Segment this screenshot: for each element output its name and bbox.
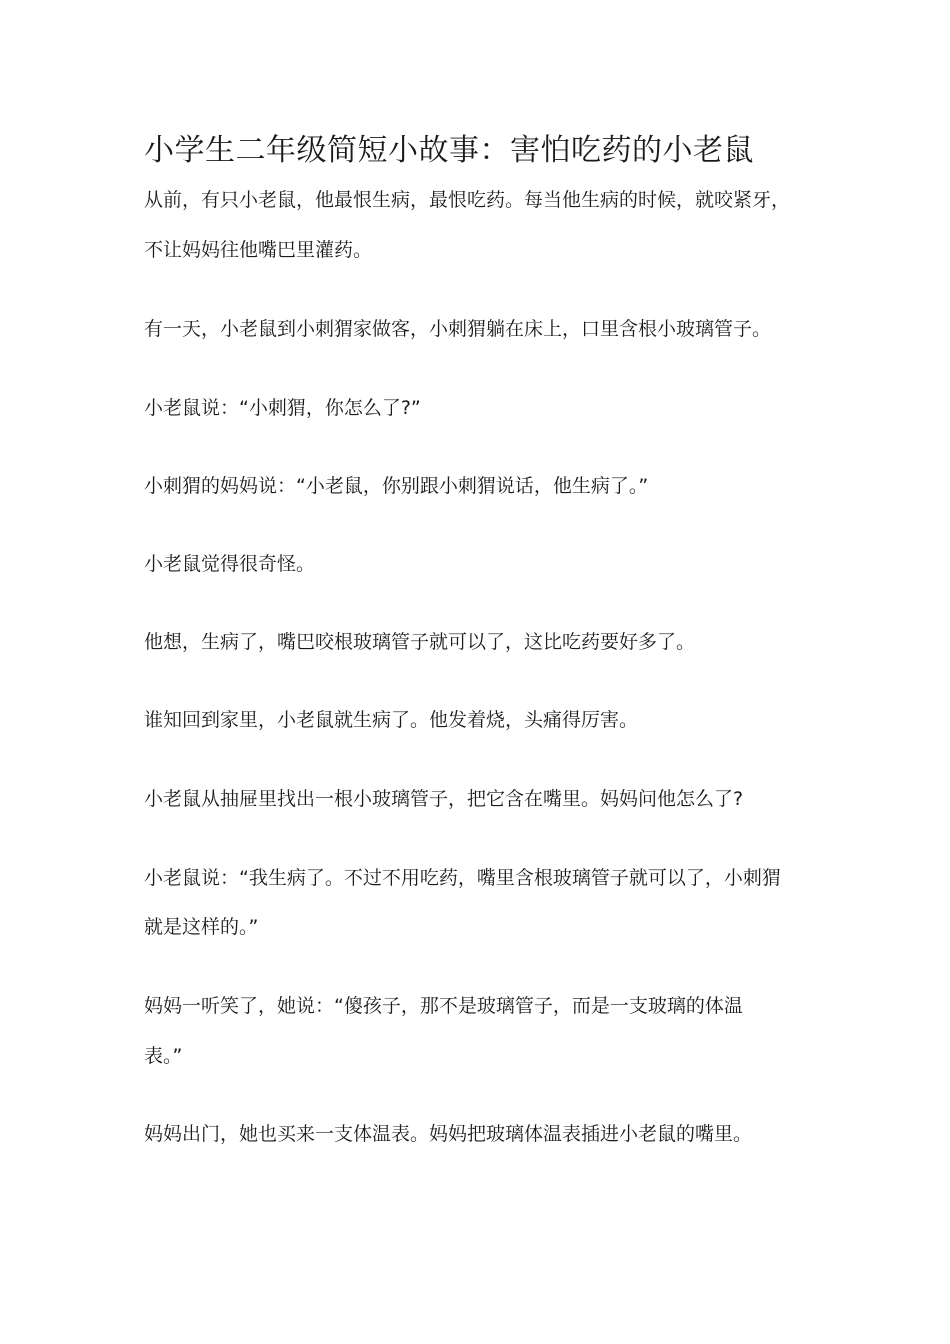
paragraph-line: 小刺猬的妈妈说：“小老鼠，你别跟小刺猬说话，他生病了。”	[144, 475, 649, 497]
paragraph-line: 妈妈一听笑了，她说：“傻孩子，那不是玻璃管子，而是一支玻璃的体温	[144, 995, 743, 1017]
paragraph-line: 就是这样的。”	[144, 916, 259, 938]
paragraph-line: 小老鼠说：“小刺猬，你怎么了?”	[144, 397, 421, 419]
paragraph-line: 妈妈出门，她也买来一支体温表。妈妈把玻璃体温表插进小老鼠的嘴里。	[144, 1123, 753, 1145]
paragraph-line: 小老鼠觉得很奇怪。	[144, 553, 316, 575]
paragraph-line: 小老鼠从抽屉里找出一根小玻璃管子，把它含在嘴里。妈妈问他怎么了?	[144, 788, 744, 810]
paragraph-line: 表。”	[144, 1045, 183, 1067]
document-title: 小学生二年级简短小故事：害怕吃药的小老鼠	[144, 133, 754, 168]
paragraph-line: 谁知回到家里，小老鼠就生病了。他发着烧，头痛得厉害。	[144, 709, 639, 731]
paragraph-line: 有一天，小老鼠到小刺猬家做客，小刺猬躺在床上，口里含根小玻璃管子。	[144, 318, 772, 340]
paragraph-line: 小老鼠说：“我生病了。不过不用吃药，嘴里含根玻璃管子就可以了，小刺猬	[144, 867, 781, 889]
paragraph-line: 不让妈妈往他嘴巴里灌药。	[144, 239, 373, 261]
paragraph-line: 从前，有只小老鼠，他最恨生病，最恨吃药。每当他生病的时候，就咬紧牙，	[144, 189, 791, 211]
paragraph-line: 他想，生病了，嘴巴咬根玻璃管子就可以了，这比吃药要好多了。	[144, 631, 696, 653]
